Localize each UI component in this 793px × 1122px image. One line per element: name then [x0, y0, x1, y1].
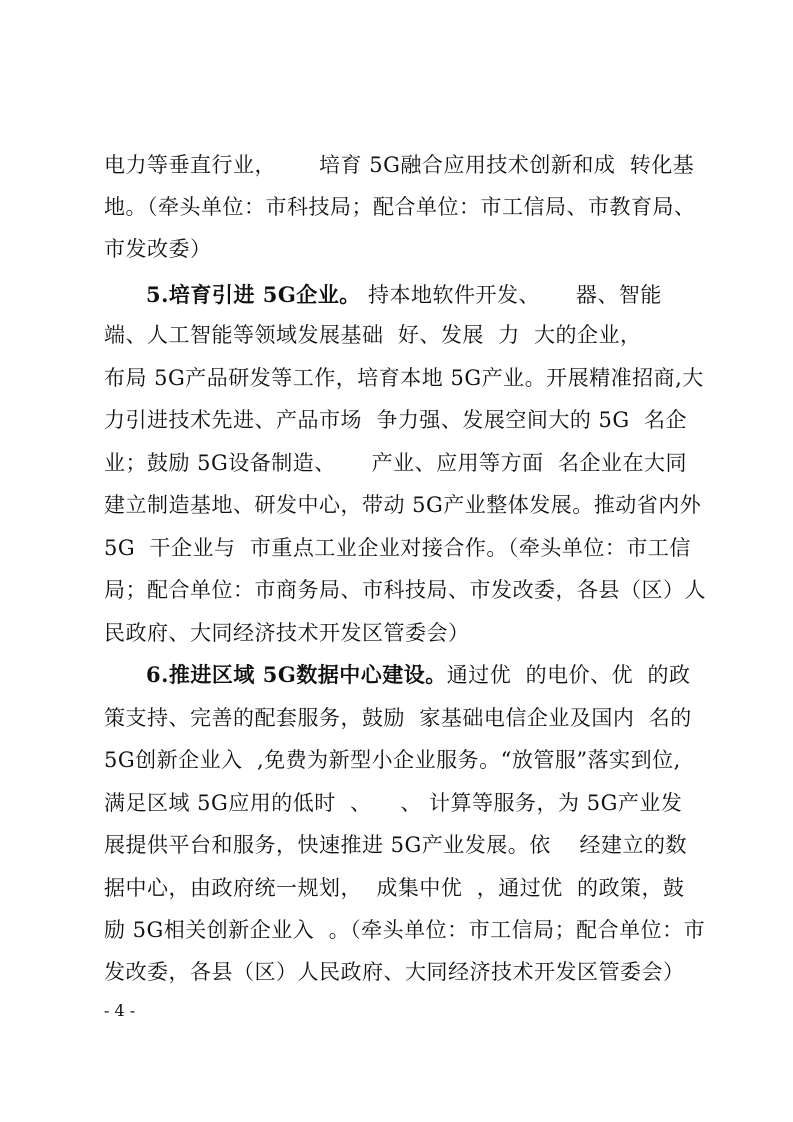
section-heading: 5.培育引进 5G企业。 — [146, 282, 361, 307]
section-heading: 6.推进区域 5G数据中心建设。 — [146, 662, 447, 687]
body-line: 满足区域 5G应用的低时 、 、 计算等服务，为 5G产业发 — [104, 791, 683, 815]
section-6-first-line: 6.推进区域 5G数据中心建设。通过优 的电价、优 的政 — [146, 662, 691, 687]
body-line: 策支持、完善的配套服务，鼓励 家基础电信企业及国内 名的 — [104, 706, 692, 730]
body-line: 据中心，由政府统一规划， 成集中优 ，通过优 的政策，鼓 — [104, 876, 685, 900]
body-line: 局；配合单位：市商务局、市科技局、市发改委，各县（区）人 — [104, 578, 706, 602]
body-line: 励 5G相关创新企业入 。（牵头单位：市工信局；配合单位：市 — [104, 918, 706, 942]
body-line: 地。（牵头单位：市科技局；配合单位：市工信局、市教育局、 — [104, 195, 696, 219]
body-line: 力引进技术先进、产品市场 争力强、发展空间大的 5G 名企 — [104, 408, 688, 432]
body-line: 布局 5G产品研发等工作，培育本地 5G产业。开展精准招商,大 — [104, 366, 704, 390]
body-line: 业；鼓励 5G设备制造、 产业、应用等方面 名企业在大同 — [104, 451, 688, 475]
body-line: 建立制造基地、研发中心，带动 5G产业整体发展。推动省内外 — [104, 493, 702, 517]
body-line: 端、人工智能等领域发展基础 好、发展 力 大的企业， — [104, 323, 642, 347]
body-line: 5G创新企业入 ,免费为新型小企业服务。“放管服”落实到位, — [104, 748, 681, 772]
body-line: 市发改委） — [104, 237, 212, 261]
body-line: 民政府、大同经济技术开发区管委会） — [104, 621, 470, 645]
page-number: - 4 - — [104, 1001, 136, 1020]
body-line: 5G 干企业与 市重点工业企业对接合作。（牵头单位：市工信 — [104, 536, 691, 560]
body-line: 发改委，各县（区）人民政府、大同经济技术开发区管委会） — [104, 960, 685, 984]
body-line: 电力等垂直行业， 培育 5G融合应用技术创新和成 转化基 — [104, 153, 695, 177]
section-5-first-line: 5.培育引进 5G企业。 持本地软件开发、 器、智能 — [146, 282, 662, 307]
body-line: 展提供平台和服务，快速推进 5G产业发展。依 经建立的数 — [104, 833, 688, 857]
